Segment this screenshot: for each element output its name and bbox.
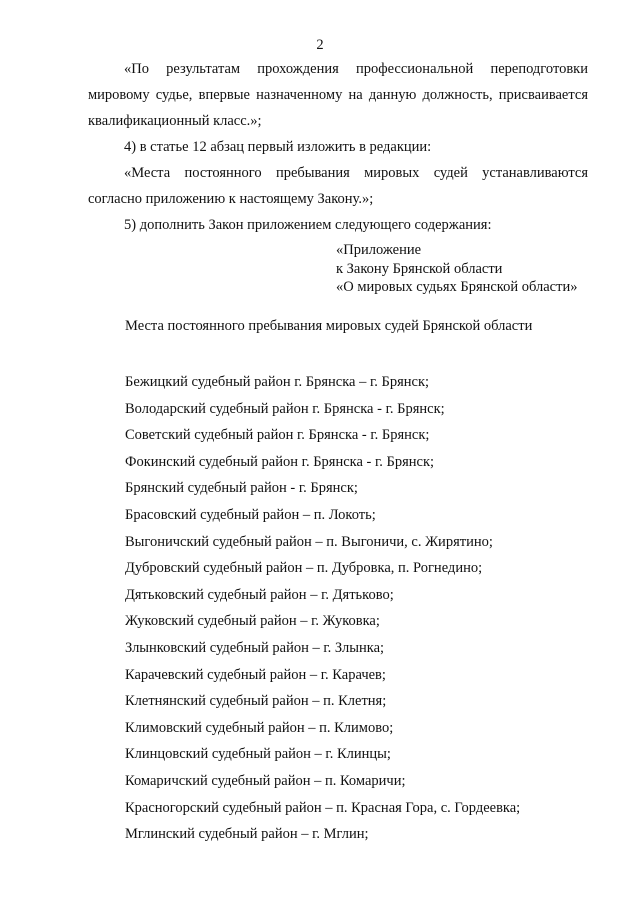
paragraph-line: «По результатам прохождения профессиональной переподготовки: [124, 61, 588, 77]
list-item: Комаричский судебный район – п. Комаричи;: [125, 772, 406, 789]
list-item: Володарский судебный район г. Брянска - г. Брянск;: [125, 400, 445, 417]
list-item: Жуковский судебный район – г. Жуковка;: [125, 613, 380, 630]
list-item: Дятьковский судебный район – г. Дятьково;: [125, 586, 394, 603]
list-item: Дубровский судебный район – п. Дубровка, п. Рогнедино;: [125, 560, 483, 577]
paragraph-article-12: [88, 134, 588, 160]
list-item: Брасовский судебный район – п. Локоть;: [125, 506, 376, 523]
paragraph-line: квалификационный класс.»;: [88, 113, 262, 129]
list-item: Мглинский судебный район – г. Мглин;: [125, 826, 369, 843]
list-item: Выгоничский судебный район – п. Выгоничи, с. Жирятино;: [125, 533, 493, 550]
appendix-header: [336, 241, 577, 297]
list-item: Клетнянский судебный район – п. Клетня;: [125, 693, 387, 710]
list-item: Брянский судебный район - г. Брянск;: [125, 480, 358, 497]
list-title: Места постоянного пребывания мировых судей Брянской области: [125, 318, 533, 334]
paragraph-add-appendix: [88, 212, 588, 238]
list-item: Злынковский судебный район – г. Злынка;: [125, 639, 385, 656]
appendix-line: к Закону Брянской области: [336, 260, 503, 277]
appendix-line: «О мировых судьях Брянской области»: [336, 279, 578, 295]
paragraph-places-quote: [88, 160, 588, 212]
appendix-line: «Приложение: [336, 242, 422, 258]
paragraph-line: «Места постоянного пребывания мировых судей устанавливаются: [124, 165, 588, 181]
district-list: [125, 369, 520, 848]
paragraph-line: мировому судье, впервые назначенному на данную должность, присваивается: [88, 87, 588, 103]
paragraph-line: согласно приложению к настоящему Закону.»;: [88, 191, 374, 207]
paragraph-line: 5) дополнить Закон приложением следующего содержания:: [124, 217, 492, 233]
list-item: Фокинский судебный район г. Брянска - г. Брянск;: [125, 453, 435, 470]
list-item: Бежицкий судебный район г. Брянска – г. Брянск;: [125, 374, 430, 390]
list-item: Советский судебный район г. Брянска - г. Брянск;: [125, 427, 430, 444]
page-number: 2: [316, 37, 324, 53]
list-item: Красногорский судебный район – п. Красная Гора, с. Гордеевка;: [125, 799, 521, 816]
paragraph-line: 4) в статье 12 абзац первый изложить в редакции:: [124, 139, 432, 155]
paragraph-class-assignment: [88, 56, 588, 134]
list-item: Клинцовский судебный район – г. Клинцы;: [125, 746, 391, 763]
list-item: Климовский судебный район – п. Климово;: [125, 719, 394, 736]
list-item: Карачевский судебный район – г. Карачев;: [125, 666, 386, 683]
